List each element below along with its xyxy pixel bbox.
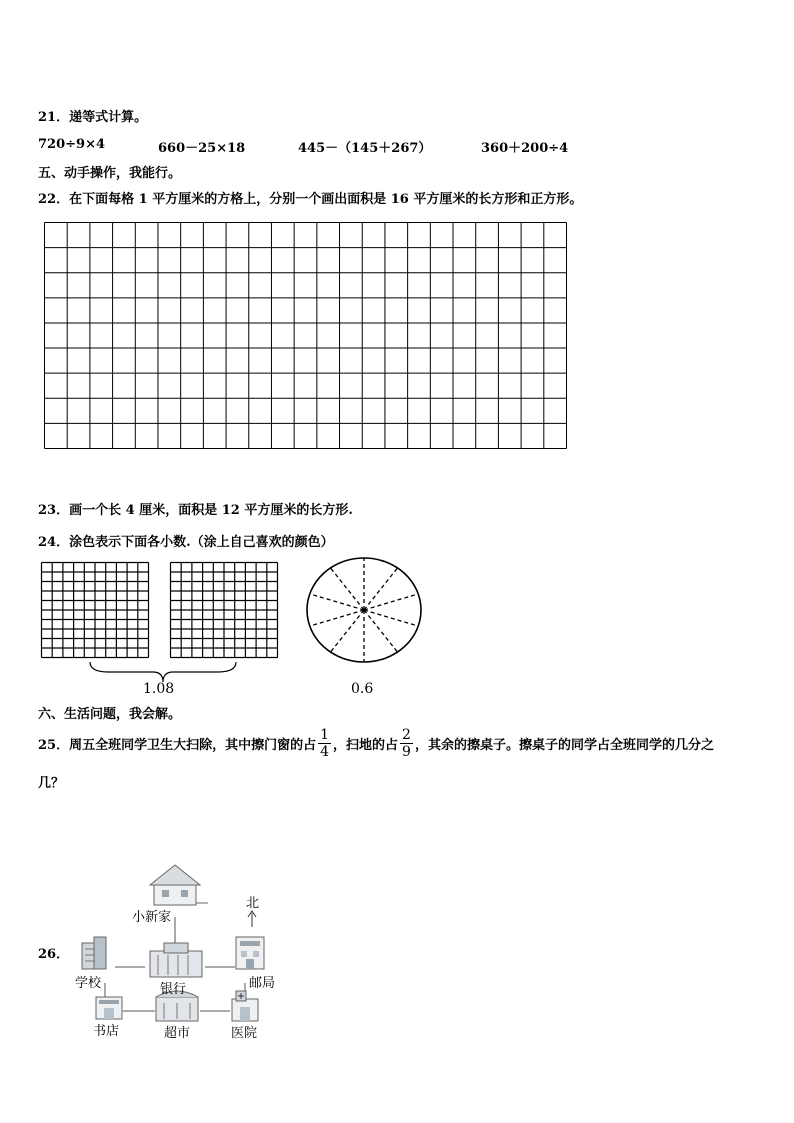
q26-number: 26． — [38, 947, 70, 962]
q24-hundred-grid-1[interactable] — [41, 562, 149, 658]
map-label-school: 学校 — [75, 976, 102, 991]
q24-text: 涂色表示下面各小数.（涂上自己喜欢的颜色） — [69, 535, 334, 550]
q24-circle-radius — [364, 568, 398, 610]
map-label-post: 邮局 — [249, 976, 276, 991]
q24-circle[interactable] — [305, 556, 423, 664]
q24-circle-radius — [364, 610, 398, 652]
q24-circle-radius — [310, 610, 364, 626]
q21-expression-4: 360＋200÷4 — [481, 141, 569, 156]
q21-expression-1: 720÷9×4 — [38, 137, 106, 152]
q24-label-squares: 1.08 — [143, 681, 175, 697]
q24-circle-radius — [310, 594, 364, 610]
map-label-home: 小新家 — [132, 910, 172, 925]
q24-number: 24． — [38, 535, 70, 550]
map-label-supermarket: 超市 — [164, 1026, 191, 1041]
q22-heading — [38, 188, 582, 207]
q24-label-circle: 0.6 — [351, 681, 374, 697]
post-office-building-icon — [236, 937, 264, 969]
q24-hundred-grid-2[interactable] — [170, 562, 278, 658]
map-label-bookstore: 书店 — [93, 1024, 120, 1039]
q22-text: 在下面每格 1 平方厘米的方格上，分别一个画出面积是 16 平方厘米的长方形和正方形。 — [69, 192, 583, 207]
map-label-hospital: 医院 — [231, 1026, 258, 1041]
school-building-icon — [82, 937, 106, 969]
q25-fraction-2-numerator: 2 — [402, 727, 411, 743]
q24-circle-radius — [330, 568, 364, 610]
q25-number: 25． — [38, 738, 70, 753]
q25-fraction-1-denominator: 4 — [320, 744, 330, 760]
q25-fraction-2-denominator: 9 — [402, 744, 411, 760]
q25-text-part1: 周五全班同学卫生大扫除，其中擦门窗的占 — [69, 738, 317, 753]
q23-number: 23． — [38, 503, 70, 518]
q21-heading — [38, 106, 147, 125]
q25-fraction-1-numerator: 1 — [320, 727, 330, 743]
home-building-icon — [150, 865, 208, 905]
section-5-heading: 五、动手操作，我能行。 — [38, 166, 182, 181]
q21-title: 递等式计算。 — [69, 110, 148, 125]
q25-text-part4: 几？ — [38, 776, 65, 791]
map-label-bank: 银行 — [160, 982, 187, 997]
q24-circle-radius — [330, 610, 364, 652]
q25-fraction-2 — [400, 727, 413, 760]
hospital-building-icon — [232, 991, 258, 1021]
q26-map — [60, 855, 300, 1045]
q21-expression-3: 445－（145＋267） — [298, 141, 432, 156]
q24-circle-radius — [364, 610, 418, 626]
bookstore-building-icon — [96, 997, 122, 1019]
q25-heading — [38, 727, 714, 760]
q23-heading — [38, 499, 353, 518]
q24-heading — [38, 531, 334, 550]
section-6-heading: 六、生活问题，我会解。 — [38, 707, 182, 722]
map-label-north: 北 — [246, 896, 260, 911]
q25-text-part3: ，其余的擦桌子。擦桌子的同学占全班同学的几分之 — [414, 738, 714, 753]
bank-building-icon — [150, 943, 202, 977]
q25-text-part2: ，扫地的占 — [333, 738, 399, 753]
q24-circle-radius — [364, 594, 418, 610]
q25-fraction-1 — [318, 727, 331, 760]
q23-text: 画一个长 4 厘米，面积是 12 平方厘米的长方形. — [69, 503, 353, 518]
q22-number: 22． — [38, 192, 70, 207]
q21-number: 21． — [38, 110, 70, 125]
q21-expression-2: 660－25×18 — [158, 141, 246, 156]
q22-square-grid[interactable] — [44, 222, 567, 449]
